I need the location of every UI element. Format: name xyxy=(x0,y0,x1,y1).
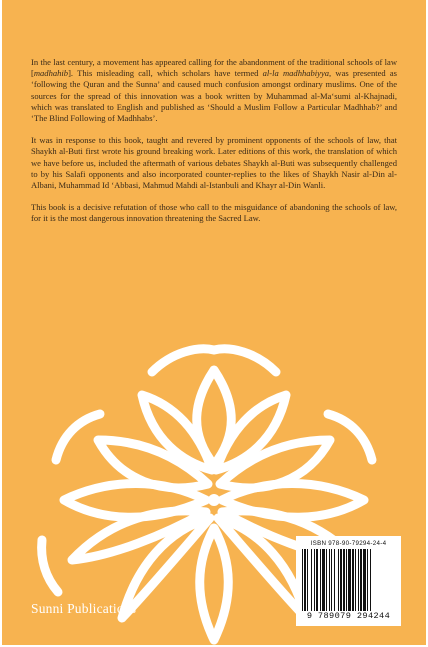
blurb-term-madhahib: madhahib xyxy=(33,68,69,79)
barcode-bar xyxy=(346,549,347,611)
barcode-bar xyxy=(329,549,330,611)
publisher-name: Sunni Publications xyxy=(31,601,137,616)
barcode-bar xyxy=(302,549,303,611)
barcode-bar xyxy=(334,549,335,611)
barcode-bar xyxy=(307,549,308,611)
barcode-bar xyxy=(326,549,327,611)
barcode-bar xyxy=(316,549,318,611)
barcode-bar xyxy=(360,549,362,611)
barcode-bar xyxy=(340,549,342,611)
blurb-term-la-madhhabiyya: al-la madhhabiyya xyxy=(262,68,330,79)
barcode-bars xyxy=(302,549,395,611)
barcode-bar xyxy=(348,549,351,611)
blurb-text: ]. This misleading call, which scholars have termed xyxy=(68,68,263,79)
barcode-bar xyxy=(358,549,359,611)
barcode-bar xyxy=(311,549,312,611)
barcode-bar xyxy=(355,549,356,611)
isbn-digits: 9 789079 294244 xyxy=(306,611,391,621)
barcode-bar xyxy=(320,549,321,611)
blurb-paragraph-3: This book is a decisive refutation of those who call to the misguidance of abandoning the schools of law, for it is the most dangerous innovation threatening the Sacred Law. xyxy=(31,202,397,224)
blurb-text: In the last century, a movement has appeared calling for the abandonment of the traditional schools of law [ xyxy=(31,57,397,79)
isbn-barcode xyxy=(296,536,401,626)
barcode-bar xyxy=(352,549,354,611)
barcode-bar xyxy=(363,549,366,611)
blurb-text: , was presented as ‘following the Quran and the Sunna’ and caused much confusion amongst ordinary muslims. One of the sources for the spread of this innovation was a book written by Muhammad al-Ma‘sumi al-Khajnadi, which was translated to English and published as ‘Should a Muslim Follow a Particular Madhhab?’ and ‘The Blind Following of Madhhabs’. xyxy=(31,68,397,124)
barcode-bar xyxy=(314,549,315,611)
blurb-paragraph-2: It was in response to this book, taught and revered by prominent opponents of the schools of law, that Shaykh al-Buti first wrote his ground breaking work. Later editions of this work, the translation of which we have before us, included the aftermath of various debates Shaykh al-Buti was subsequently challenged to by his Salafi opponents and also incorporated counter-replies to the likes of Shaykh Nasir al-Din al-Albani, Muhammad Id ‘Abbasi, Mahmud Mahdi al-Istanbuli and Khayr al-Din Wanli. xyxy=(31,135,397,191)
back-cover xyxy=(2,0,426,645)
barcode-bar xyxy=(338,549,339,611)
isbn-label: ISBN 978-90-79294-24-4 xyxy=(310,540,387,547)
barcode-bar xyxy=(367,549,368,611)
barcode-bar xyxy=(322,549,325,611)
back-cover-blurb xyxy=(31,57,397,236)
barcode-bar xyxy=(304,549,306,611)
barcode-bar xyxy=(370,549,371,611)
barcode-bar xyxy=(331,549,332,611)
barcode-bar xyxy=(343,549,345,611)
blurb-paragraph-1 xyxy=(31,57,397,124)
